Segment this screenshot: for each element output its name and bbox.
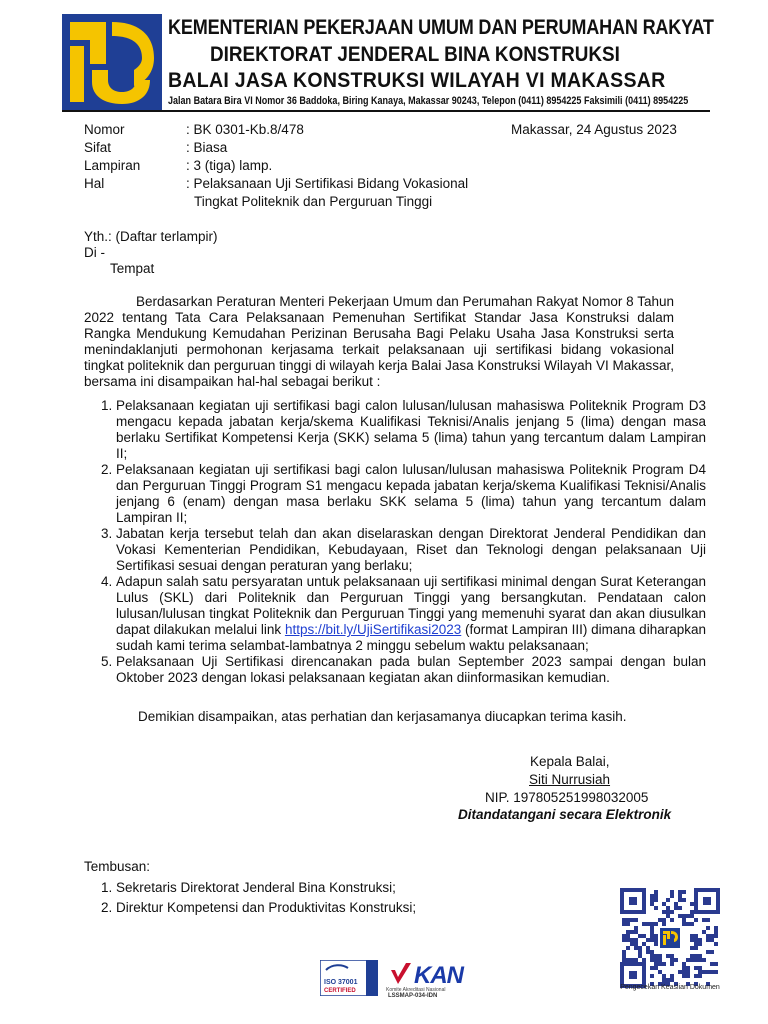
list-item: 2. Direktur Kompetensi dan Produktivitas Konstruksi; bbox=[116, 898, 416, 918]
letterhead-divider bbox=[62, 110, 710, 112]
pupr-logo bbox=[62, 14, 162, 110]
lampiran-value: : 3 (tiga) lamp. bbox=[186, 158, 273, 173]
signer-nip: NIP. 197805251998032005 bbox=[485, 790, 649, 805]
signature-title: Kepala Balai, bbox=[530, 754, 610, 769]
kan-check-icon bbox=[390, 962, 412, 986]
sifat-value: : Biasa bbox=[186, 140, 228, 155]
list-item bbox=[116, 574, 706, 654]
kan-code: LSSMAP-034-IDN bbox=[388, 993, 438, 999]
list-item: 1. Pelaksanaan kegiatan uji sertifikasi bagi calon lulusan/lulusan mahasiswa Politeknik Program D3 mengacu kepada jabatan kerja/skema Kualifikasi Teknisi/Analis jenjang 5 (lima) dengan masa berlaku Sertifikat Kompetensi Kerja (SKK) selama 5 (lima) tahun yang tercantum dalam Lampiran II; bbox=[116, 398, 706, 462]
nomor-label: Nomor bbox=[84, 122, 125, 137]
hal-label: Hal bbox=[84, 176, 105, 191]
list-item: 5. Pelaksanaan Uji Sertifikasi direncanakan pada bulan September 2023 sampai dengan bulan Oktober 2023 dengan lokasi pelaksanaan kegiatan akan diinformasikan kemudian. bbox=[116, 654, 706, 686]
verification-qr-code[interactable] bbox=[620, 888, 720, 988]
iso-sub: CERTIFIED bbox=[324, 988, 356, 994]
item4-text-b: (format Lampiran III) dimana diharapkan sudah kami terima selambat-lambatnya 2 minggu sebelum waktu pelaksanaan; bbox=[116, 622, 706, 653]
lampiran-label: Lampiran bbox=[84, 158, 141, 173]
kan-subtitle: Komite Akreditasi Nasional bbox=[386, 987, 446, 993]
list-item: 2. Pelaksanaan kegiatan uji sertifikasi bagi calon lulusan/lulusan mahasiswa Politeknik Program D4 dan Perguruan Tinggi Program S1 mengacu kepada jabatan kerja/skema Kualifikasi Teknisi/Analis jenjang 6 (enam) dengan masa berlaku SKK selama 5 (lima) tahun yang tercantum dalam Lampiran II; bbox=[116, 462, 706, 526]
letter-date: Makassar, 24 Agustus 2023 bbox=[511, 122, 677, 137]
opening-text: Berdasarkan Peraturan Menteri Pekerjaan Umum dan Perumahan Rakyat Nomor 8 Tahun 2022 tentang Tata Cara Pelaksanaan Pemenuhan Sertifikat Standar Jasa Konstruksi dalam Rangka Mendukung Kemudahan Perizinan Berusaha Bagi Pelaku Usaha Jasa Konstruksi serta menindaklanjuti permohonan kerjasama terkait pelaksanaan uji sertifikasi bidang vokasional tingkat politeknik dan perguruan tinggi di wilayah kerja Balai Jasa Konstruksi Wilayah VI Makassar, bersama ini disampaikan hal-hal sebagai berikut : bbox=[84, 294, 674, 389]
tembusan-list bbox=[84, 878, 416, 918]
letterhead-office: BALAI JASA KONSTRUKSI WILAYAH VI MAKASSAR bbox=[168, 69, 666, 92]
list-item: 1. Sekretaris Direktorat Jenderal Bina Konstruksi; bbox=[116, 878, 416, 898]
item4-text-a: Adapun salah satu persyaratan untuk pelaksanaan uji sertifikasi minimal dengan Surat Keterangan Lulus (SKL) dari Politeknik dan Perguruan Tinggi yang bersangkutan. Pendataan calon lulusan/lulusan tingkat Politeknik dan Perguruan Tinggi yang memenuhi syarat dan akan diusulkan dapat dilakukan melalui link bbox=[116, 574, 706, 637]
addressee-di: Di - bbox=[84, 245, 105, 260]
opening-paragraph bbox=[84, 294, 674, 390]
registration-link[interactable]: https://bit.ly/UjiSertifikasi2023 bbox=[284, 622, 462, 637]
letterhead-ministry: KEMENTERIAN PEKERJAAN UMUM DAN PERUMAHAN RAKYAT bbox=[168, 16, 714, 39]
tembusan-label: Tembusan: bbox=[84, 859, 151, 874]
iso-certification-logo bbox=[320, 960, 378, 996]
letterhead-address: Jalan Batara Bira VI Nomor 36 Baddoka, Biring Kanaya, Makassar 90243, Telepon (0411) 8954225 Faksimili (0411) 8954225 bbox=[168, 95, 689, 107]
hal-value-line1: : Pelaksanaan Uji Sertifikasi Bidang Vokasional bbox=[186, 176, 469, 191]
hal-value-line2: Tingkat Politeknik dan Perguruan Tinggi bbox=[194, 194, 433, 209]
letterhead-directorate: DIREKTORAT JENDERAL BINA KONSTRUKSI bbox=[210, 43, 620, 66]
iso-label: ISO 37001 bbox=[324, 979, 358, 986]
sifat-label: Sifat bbox=[84, 140, 112, 155]
nomor-value: : BK 0301-Kb.8/478 bbox=[186, 122, 304, 137]
electronic-signature-note: Ditandatangani secara Elektronik bbox=[458, 807, 672, 822]
addressee: Yth.: (Daftar terlampir) bbox=[84, 229, 218, 244]
signer-name: Siti Nurrusiah bbox=[529, 772, 611, 787]
qr-caption: Pengecekan Keaslian Dokumen bbox=[620, 984, 720, 991]
closing-sentence: Demikian disampaikan, atas perhatian dan kerjasamanya diucapkan terima kasih. bbox=[138, 709, 627, 724]
list-item: 3. Jabatan kerja tersebut telah dan akan diselaraskan dengan Direktorat Jenderal Pendidikan dan Vokasi Kementerian Pendidikan, Kebudayaan, Riset dan Teknologi dengan pelaksanaan Uji Sertifikasi sesuai dengan peraturan yang berlaku; bbox=[116, 526, 706, 574]
addressee-tempat: Tempat bbox=[110, 261, 155, 276]
kan-logo-text: KAN bbox=[414, 962, 463, 989]
points-list bbox=[84, 398, 706, 686]
